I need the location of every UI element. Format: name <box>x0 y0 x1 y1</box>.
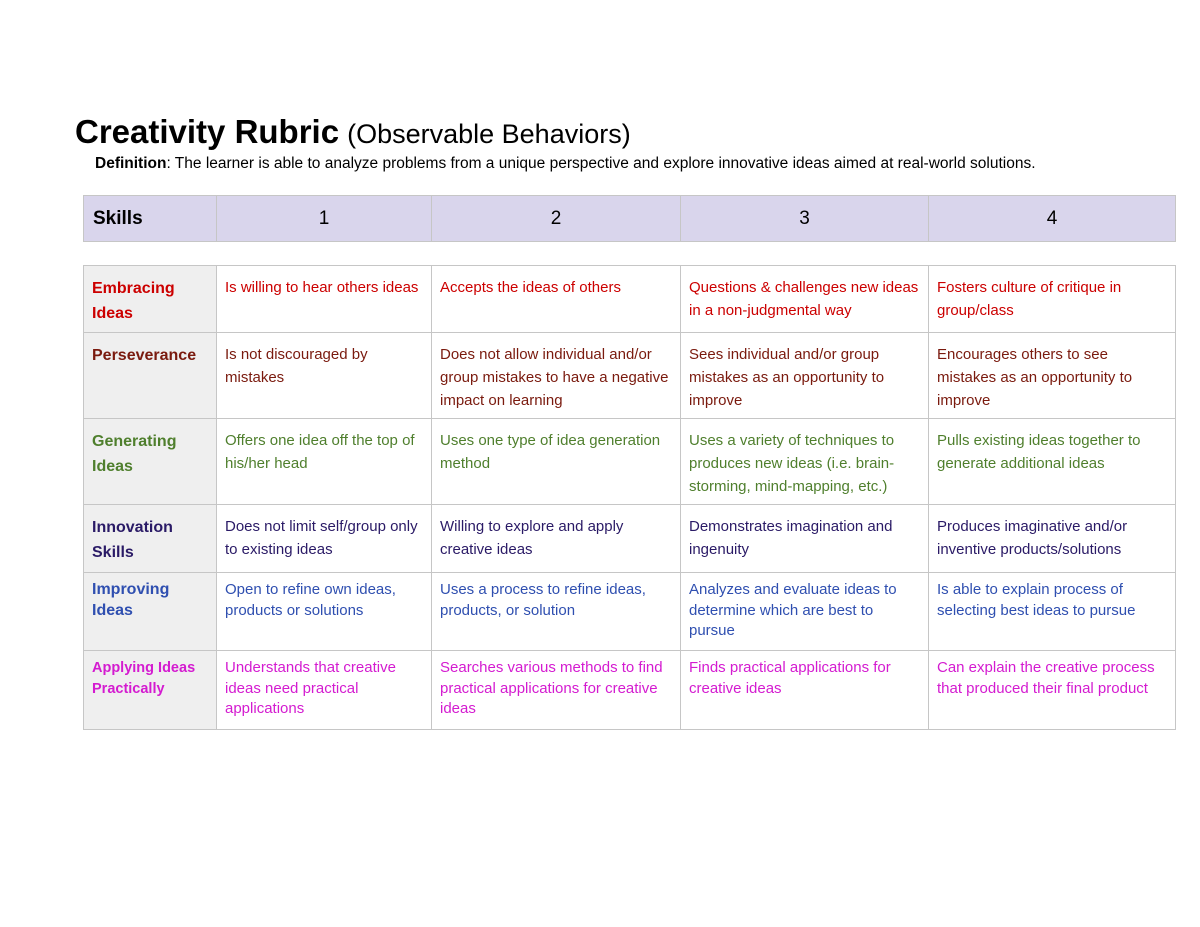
skill-improving-ideas: Improving Ideas <box>84 573 217 651</box>
cell-level-3: Analyzes and evaluate ideas to determine which are best to pursue <box>681 573 929 651</box>
skill-innovation-skills: Innovation Skills <box>84 505 217 573</box>
cell-level-4: Pulls existing ideas together to generate additional ideas <box>929 419 1176 505</box>
cell-level-3: Finds practical applications for creative ideas <box>681 651 929 730</box>
page-title <box>75 112 631 154</box>
header-level-2: 2 <box>432 196 681 242</box>
skill-perseverance: Perseverance <box>84 333 217 419</box>
skill-generating-ideas: Generating Ideas <box>84 419 217 505</box>
skill-embracing-ideas: Embracing Ideas <box>84 266 217 333</box>
header-table <box>83 195 1176 242</box>
cell-level-3: Questions & challenges new ideas in a non-judgmental way <box>681 266 929 333</box>
header-row <box>84 196 1176 242</box>
cell-level-3: Demonstrates imagination and ingenuity <box>681 505 929 573</box>
cell-level-1: Does not limit self/group only to existing ideas <box>217 505 432 573</box>
table-row <box>84 266 1176 333</box>
cell-level-1: Open to refine own ideas, products or solutions <box>217 573 432 651</box>
cell-level-2: Accepts the ideas of others <box>432 266 681 333</box>
cell-level-2: Does not allow individual and/or group mistakes to have a negative impact on learning <box>432 333 681 419</box>
cell-level-4: Encourages others to see mistakes as an opportunity to improve <box>929 333 1176 419</box>
table-row <box>84 333 1176 419</box>
cell-level-1: Is willing to hear others ideas <box>217 266 432 333</box>
header-skills: Skills <box>84 196 217 242</box>
header-level-1: 1 <box>217 196 432 242</box>
cell-level-3: Sees individual and/or group mistakes as an opportunity to improve <box>681 333 929 419</box>
table-row <box>84 651 1176 730</box>
cell-level-4: Can explain the creative process that produced their final product <box>929 651 1176 730</box>
header-level-3: 3 <box>681 196 929 242</box>
definition <box>95 154 1036 174</box>
cell-level-2: Searches various methods to find practical applications for creative ideas <box>432 651 681 730</box>
cell-level-2: Willing to explore and apply creative ideas <box>432 505 681 573</box>
cell-level-3: Uses a variety of techniques to produces new ideas (i.e. brain-storming, mind-mapping, etc.) <box>681 419 929 505</box>
definition-text: : The learner is able to analyze problems from a unique perspective and explore innovative ideas aimed at real-world solutions. <box>166 155 1036 172</box>
cell-level-4: Is able to explain process of selecting best ideas to pursue <box>929 573 1176 651</box>
rubric-table <box>83 265 1176 730</box>
cell-level-1: Is not discouraged by mistakes <box>217 333 432 419</box>
header-level-4: 4 <box>929 196 1176 242</box>
title-subtitle: (Observable Behaviors) <box>347 119 631 149</box>
table-row <box>84 419 1176 505</box>
cell-level-2: Uses a process to refine ideas, products, or solution <box>432 573 681 651</box>
table-row <box>84 505 1176 573</box>
cell-level-1: Offers one idea off the top of his/her head <box>217 419 432 505</box>
cell-level-1: Understands that creative ideas need practical applications <box>217 651 432 730</box>
cell-level-4: Produces imaginative and/or inventive products/solutions <box>929 505 1176 573</box>
definition-label: Definition <box>95 155 167 172</box>
cell-level-2: Uses one type of idea generation method <box>432 419 681 505</box>
table-row <box>84 573 1176 651</box>
cell-level-4: Fosters culture of critique in group/class <box>929 266 1176 333</box>
skill-applying-ideas-practically: Applying Ideas Practically <box>84 651 217 730</box>
title-main: Creativity Rubric <box>75 113 340 150</box>
